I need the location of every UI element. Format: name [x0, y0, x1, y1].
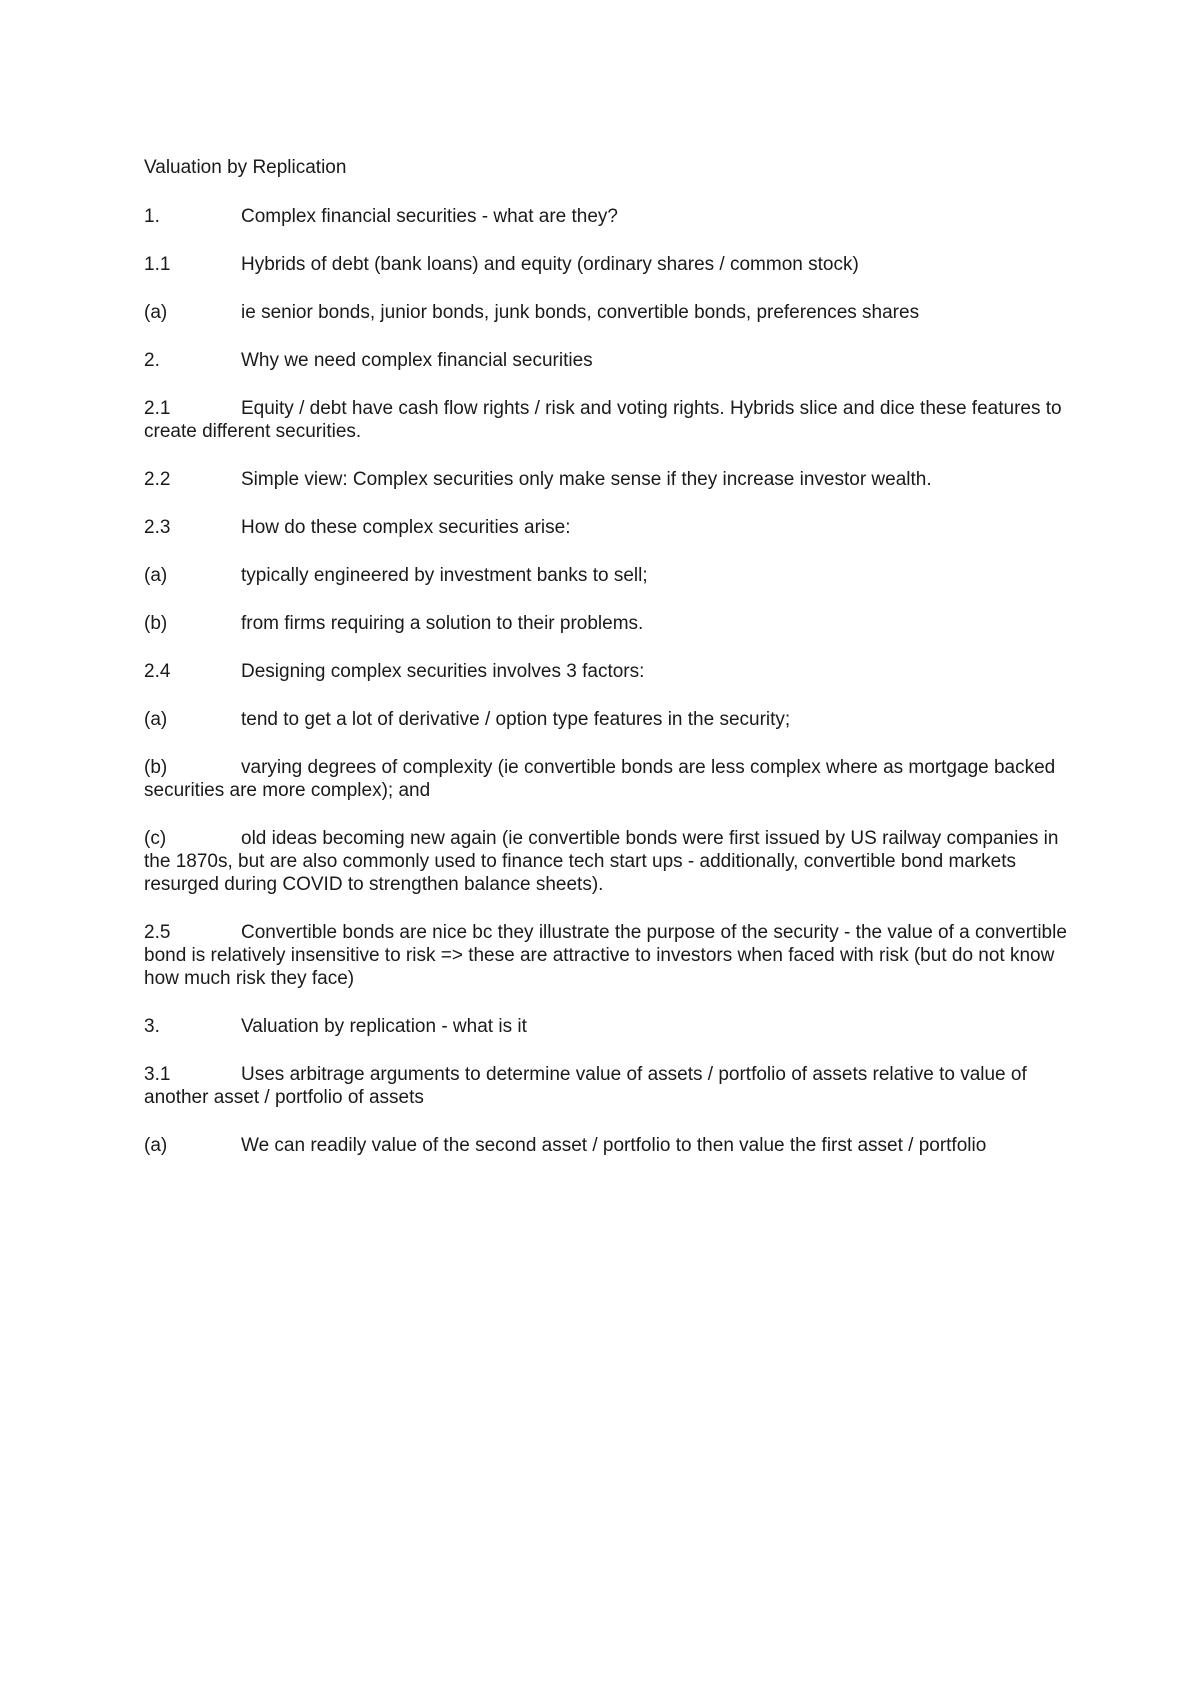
paragraph-number: 2.3	[144, 517, 171, 538]
paragraph	[144, 756, 1084, 802]
paragraph-text: varying degrees of complexity (ie convertible bonds are less complex where as mortgage backed securities are more complex); and	[144, 757, 1056, 801]
paragraph-number: 3.	[144, 1016, 160, 1037]
paragraph-text: We can readily value of the second asset / portfolio to then value the first asset / portfolio	[241, 1135, 987, 1156]
paragraph-number: (b)	[144, 757, 168, 778]
paragraph	[144, 253, 1084, 276]
paragraph-text: typically engineered by investment banks to sell;	[241, 565, 648, 586]
paragraph	[144, 349, 1084, 372]
paragraph	[144, 660, 1084, 683]
paragraph-text: Why we need complex financial securities	[241, 350, 593, 371]
paragraph-text: Convertible bonds are nice bc they illustrate the purpose of the security - the value of a convertible bond is relatively insensitive to risk => these are attractive to investors when faced with risk (but do not know how much risk they face)	[144, 922, 1067, 989]
paragraph-text: Simple view: Complex securities only make sense if they increase investor wealth.	[241, 469, 932, 490]
paragraph-text: Hybrids of debt (bank loans) and equity (ordinary shares / common stock)	[241, 254, 859, 275]
paragraph-number: 2.4	[144, 661, 171, 682]
paragraph-number: (a)	[144, 1135, 168, 1156]
paragraph-text: old ideas becoming new again (ie convertible bonds were first issued by US railway companies in the 1870s, but are also commonly used to finance tech start ups - additionally, convertible bond markets resurged during COVID to strengthen balance sheets).	[144, 828, 1059, 895]
paragraph-number: 2.1	[144, 398, 171, 419]
paragraph	[144, 205, 1084, 228]
paragraph-number: (a)	[144, 565, 168, 586]
paragraph-number: (c)	[144, 828, 167, 849]
paragraph-number: 3.1	[144, 1064, 171, 1085]
paragraph-number: (a)	[144, 302, 168, 323]
paragraph-number: 2.2	[144, 469, 171, 490]
paragraph-number: 1.1	[144, 254, 171, 275]
paragraph	[144, 612, 1084, 635]
paragraph-text: from firms requiring a solution to their problems.	[241, 613, 644, 634]
paragraph	[144, 301, 1084, 324]
paragraph-text: Valuation by replication - what is it	[241, 1016, 527, 1037]
paragraph	[144, 827, 1084, 896]
paragraph-text: Uses arbitrage arguments to determine value of assets / portfolio of assets relative to value of another asset / portfolio of assets	[144, 1064, 1027, 1108]
paragraph	[144, 708, 1084, 731]
paragraph	[144, 1015, 1084, 1038]
paragraph-text: Equity / debt have cash flow rights / risk and voting rights. Hybrids slice and dice these features to create different securities.	[144, 398, 1062, 442]
paragraph-number: 2.5	[144, 922, 171, 943]
paragraph	[144, 516, 1084, 539]
paragraph	[144, 921, 1084, 990]
paragraph	[144, 468, 1084, 491]
paragraph	[144, 1063, 1084, 1109]
paragraph-number: 2.	[144, 350, 160, 371]
document-title: Valuation by Replication	[144, 157, 347, 178]
paragraph-text: Complex financial securities - what are they?	[241, 206, 619, 227]
paragraph	[144, 564, 1084, 587]
paragraph-number: (b)	[144, 613, 168, 634]
paragraph-text: How do these complex securities arise:	[241, 517, 571, 538]
paragraph-number: (a)	[144, 709, 168, 730]
paragraph-text: ie senior bonds, junior bonds, junk bonds, convertible bonds, preferences shares	[241, 302, 920, 323]
paragraph-number: 1.	[144, 206, 160, 227]
paragraph-text: tend to get a lot of derivative / option type features in the security;	[241, 709, 791, 730]
paragraph-text: Designing complex securities involves 3 factors:	[241, 661, 645, 682]
document-body	[144, 156, 1084, 1182]
paragraph	[144, 1134, 1084, 1157]
paragraph	[144, 397, 1084, 443]
